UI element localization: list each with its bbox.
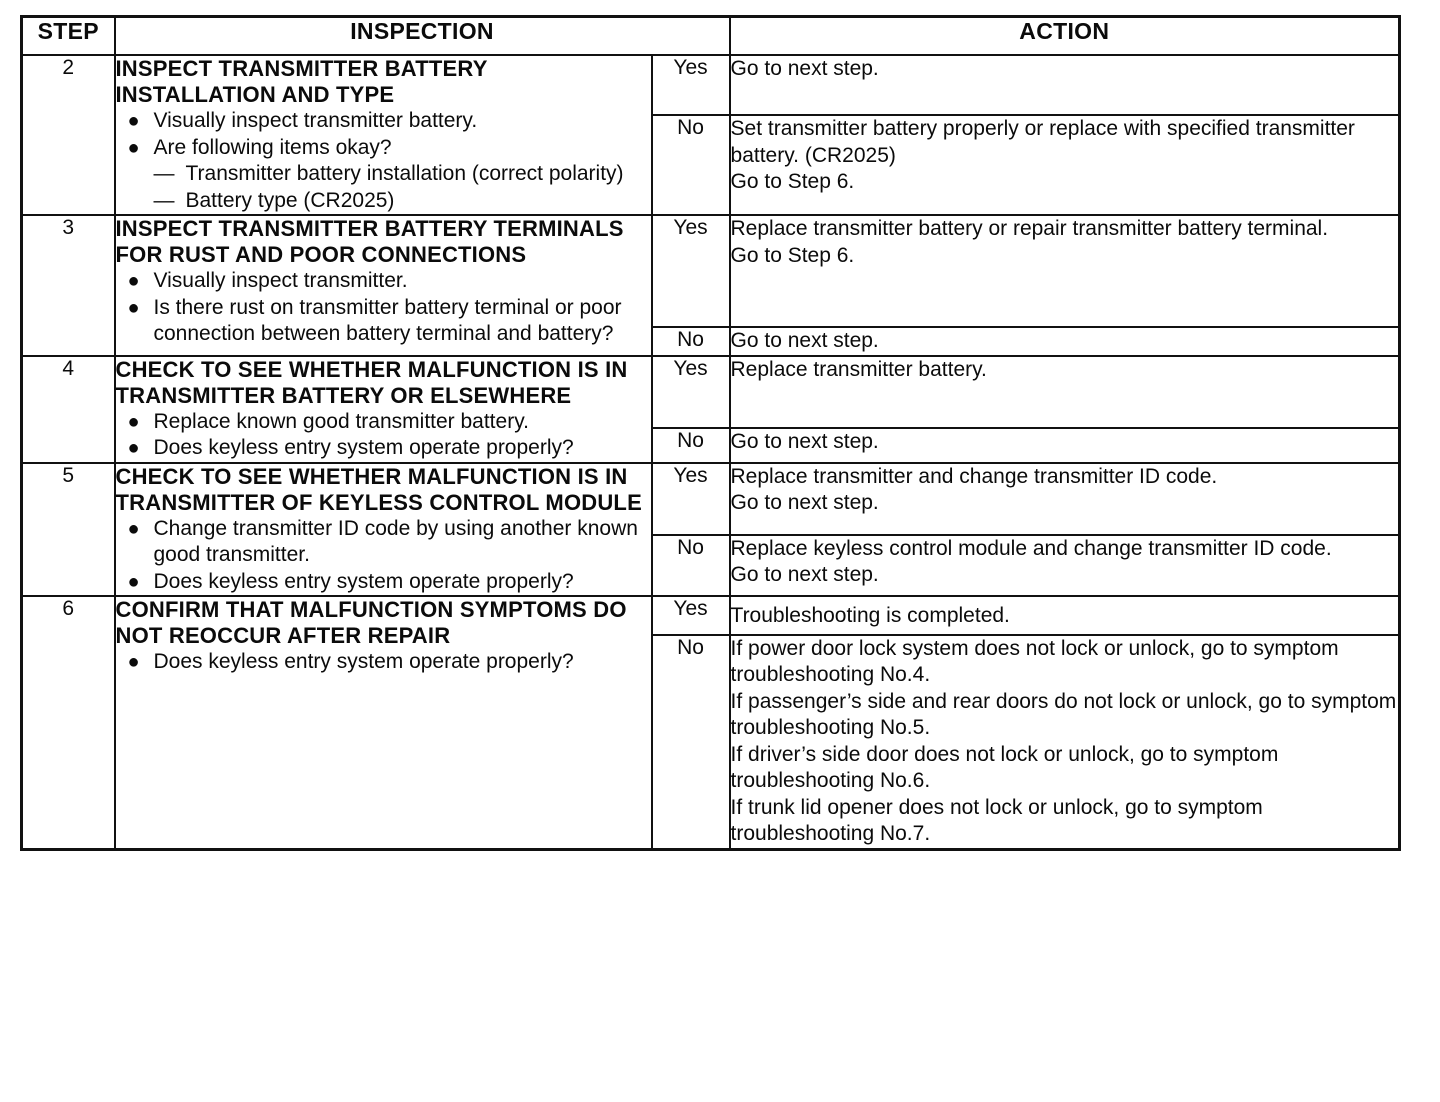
sub-item: — Transmitter battery installation (correct polarity) [154, 161, 651, 188]
no-action: Go to next step. [730, 428, 1400, 463]
yes-action: Go to next step. [730, 55, 1400, 115]
no-action: Go to next step. [730, 327, 1400, 356]
sub-item: — Battery type (CR2025) [154, 188, 651, 215]
yes-label: Yes [652, 55, 730, 115]
bullet-icon: ● [127, 270, 140, 292]
list-item: ● Does keyless entry system operate properly? [116, 435, 651, 462]
step-4-inspection [115, 356, 652, 463]
no-action: Replace keyless control module and change transmitter ID code. Go to next step. [730, 535, 1400, 597]
step-6-yes-row [22, 596, 1400, 635]
no-label: No [652, 635, 730, 850]
yes-action: Replace transmitter battery. [730, 356, 1400, 428]
step-2-yes-row [22, 55, 1400, 115]
sub-list [154, 161, 651, 214]
step-number: 4 [22, 356, 115, 463]
step-3-inspection [115, 215, 652, 356]
list-item: ● Visually inspect transmitter battery. [116, 108, 651, 135]
inspection-title: CONFIRM THAT MALFUNCTION SYMPTOMS DO NOT REOCCUR AFTER REPAIR [115, 597, 627, 648]
step-5-inspection [115, 463, 652, 597]
bullet-list [116, 649, 651, 676]
bullet-icon: ● [127, 136, 140, 159]
inspection-header: INSPECTION [115, 17, 730, 56]
list-item: ● Replace known good transmitter battery. [116, 409, 651, 436]
header-row [22, 17, 1400, 56]
step-5-yes-row [22, 463, 1400, 535]
dash-icon: — [153, 162, 175, 185]
inspection-title: CHECK TO SEE WHETHER MALFUNCTION IS IN TRANSMITTER OF KEYLESS CONTROL MODULE [115, 463, 642, 515]
inspection-title: INSPECT TRANSMITTER BATTERY INSTALLATION AND TYPE [115, 56, 488, 107]
troubleshooting-table [20, 15, 1401, 851]
step-3-yes-row [22, 215, 1400, 327]
bullet-list [116, 268, 651, 348]
bullet-list [116, 409, 651, 462]
bullet-list [116, 516, 651, 596]
yes-label: Yes [652, 356, 730, 428]
step-number: 6 [22, 596, 115, 849]
step-2-inspection [115, 55, 652, 215]
yes-label: Yes [652, 596, 730, 635]
bullet-icon: ● [127, 517, 140, 540]
list-item: ● Does keyless entry system operate properly? [116, 569, 651, 596]
no-label: No [652, 428, 730, 463]
yes-label: Yes [652, 463, 730, 535]
step-4-yes-row [22, 356, 1400, 428]
dash-icon: — [153, 188, 175, 212]
bullet-icon: ● [127, 296, 140, 319]
step-6-inspection [115, 596, 652, 849]
yes-action: Replace transmitter and change transmitter ID code. Go to next step. [730, 463, 1400, 535]
bullet-icon: ● [127, 437, 140, 459]
step-number: 2 [22, 55, 115, 215]
list-item: ● Change transmitter ID code by using another known good transmitter. [127, 516, 638, 566]
inspection-title: CHECK TO SEE WHETHER MALFUNCTION IS IN TRANSMITTER BATTERY OR ELSEWHERE [115, 356, 628, 408]
bullet-icon: ● [127, 410, 140, 433]
action-header: ACTION [730, 17, 1400, 56]
list-item: ● Is there rust on transmitter battery terminal or poor connection between battery terminal and battery? [127, 295, 622, 345]
list-item: ● Does keyless entry system operate properly? [116, 649, 651, 676]
inspection-title: INSPECT TRANSMITTER BATTERY TERMINALS FOR RUST AND POOR CONNECTIONS [115, 216, 624, 267]
list-item: ● Are following items okay? — Transmitter battery installation (correct polarity) — Battery type (CR2025) [116, 135, 651, 215]
step-number: 5 [22, 463, 115, 597]
yes-label: Yes [652, 215, 730, 327]
bullet-icon: ● [127, 570, 140, 593]
bullet-icon: ● [127, 651, 140, 673]
no-action: If power door lock system does not lock or unlock, go to symptom troubleshooting No.4. If passenger’s side and rear doors do not lock or unlock, go to symptom troubleshooting No.5. If driver’s side door does not lock or unlock, go to symptom troubleshooting No.6. If trunk lid opener does not lock or unlock, go to symptom troubleshooting No.7. [730, 635, 1400, 850]
yes-action: Troubleshooting is completed. [730, 596, 1400, 635]
no-label: No [652, 115, 730, 215]
no-action: Set transmitter battery properly or replace with specified transmitter battery. (CR2025) Go to Step 6. [730, 115, 1400, 215]
bullet-list [116, 108, 651, 214]
step-number: 3 [22, 215, 115, 356]
no-label: No [652, 327, 730, 356]
no-label: No [652, 535, 730, 597]
yes-action: Replace transmitter battery or repair transmitter battery terminal. Go to Step 6. [730, 215, 1400, 327]
step-header: STEP [22, 17, 115, 56]
bullet-icon: ● [127, 110, 140, 132]
list-item: ● Visually inspect transmitter. [116, 268, 651, 295]
